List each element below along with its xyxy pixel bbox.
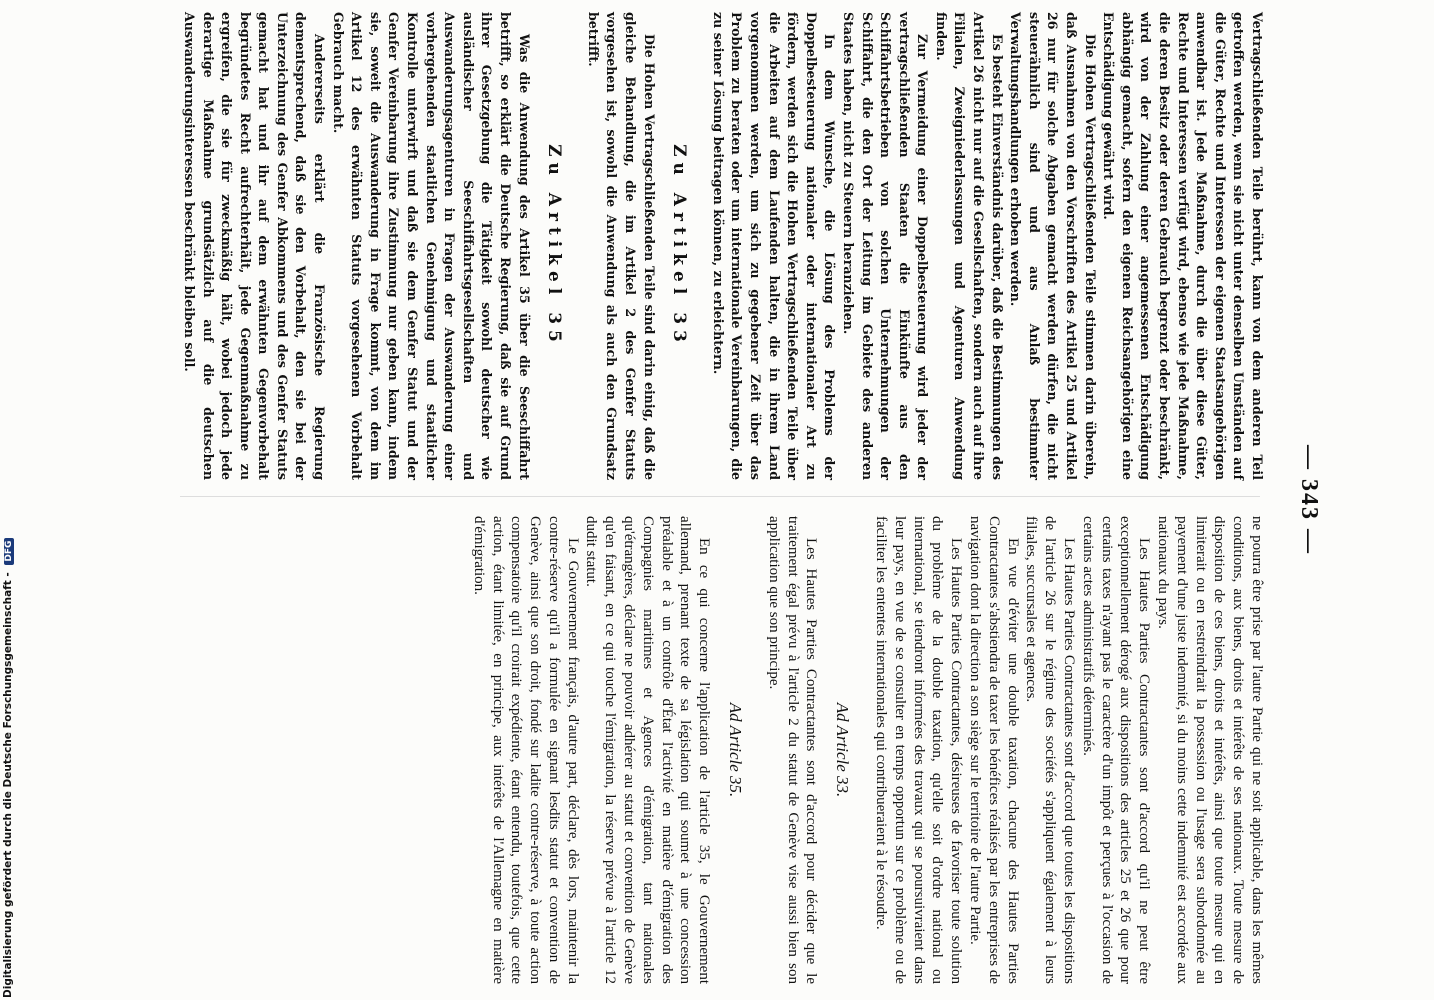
german-column [179, 12, 1266, 480]
french-paragraph: ne pourra être prise par l'autre Partie qui ne soit applicable, dans les mêmes conditions, aux biens, droits et intérêts de ses nationaux. Toute mesure de disposition de ces biens, droits et intérêts, ainsi que toute mesure qui en limiterait ou en restreindrait la possession ou l'usage sera subordonnée au payement d'une juste indemnité, si du moins cette indemnité est accordée aux nationaux du pays. [1155, 516, 1265, 984]
column-divider [180, 496, 1260, 497]
french-column [469, 516, 1266, 984]
german-paragraph: Die Hohen Vertragschließenden Teile sind darin einig, daß die gleiche Behandlung, die im Artikel 2 des Genfer Statuts vorgesehen ist, sowohl die Anwendung als auch den Grundsatz betrifft. [585, 12, 657, 480]
french-paragraph: Les Hautes Parties Contractantes, désireuses de favoriser toute solution du problème de la double taxation, qu'elle soit d'ordre national ou international, se tiendront informées des travaux qui se poursuivraient dans leur pays, en vue de se consulter en temps opportun sur ce problème ou de faciliter les ententes internationales qui contribueraient à le résoudre. [873, 516, 965, 984]
french-heading-article-35: Ad Article 35. [726, 702, 746, 798]
french-paragraph: En ce qui concerne l'application de l'article 35, le Gouvernement allemand, prenant texte de sa législation qui soumet à une concession préalable et à un contrôle d'État l'activité en matière d'émigration des Compagnies maritimes et Agences d'émigration, tant nationales qu'étrangères, déclare ne pouvoir adhérer au statut et convention de Genève qu'en faisant, en ce qui touche l'émigration, la réserve prévue à l'article 12 dudit statut. [583, 516, 713, 984]
digitization-credit-text: Digitalisierung gefördert durch die Deutsche Forschungsgemeinschaft - [2, 572, 14, 998]
rotated-document-page [150, 0, 1330, 1000]
page-number: — 343 — [1296, 445, 1322, 555]
french-paragraph: Les Hautes Parties Contractantes sont d'accord que toutes les dispositions de l'article 26 sur le régime des sociétés s'appliquent également à leurs filiales, succursales et agences. [1023, 516, 1078, 984]
german-paragraph: Was die Anwendung des Artikel 35 über die Seeschiffahrt betrifft, so erklärt die Deutsche Regierung, daß sie auf Grund ihrer Gesetzgebung die Tätigkeit sowohl deutscher wie ausländischer Seeschiffahrtsgesellschaften und Auswanderungsagenturen in Fragen der Auswanderung einer vorhergehenden staatlichen Genehmigung und staatlicher Kontrolle unterwirft und daß sie dem Genfer Statut und der Genfer Vereinbarung ihre Zustimmung nur geben kann, indem sie, soweit die Auswanderung in Frage kommt, von dem im Artikel 12 des erwähnten Statuts vorgesehenen Vorbehalt Gebrauch macht. [330, 12, 532, 480]
french-paragraph: En vue d'éviter une double taxation, chacune des Hautes Parties Contractantes s'abstiendra de taxer les bénéfices réalisés par les entreprises de navigation dont la direction a son siège sur le territoire de l'autre Partie. [967, 516, 1021, 984]
dfg-logo-icon: DFG [4, 538, 14, 565]
german-paragraph: Es besteht Einverständnis darüber, daß die Bestimmungen des Artikel 26 nicht nur auf die Gesellschaften, sondern auch auf ihre Filialen, Zweigniederlassungen und Agenturen Anwendung finden. [933, 12, 1005, 480]
digitization-credit [2, 540, 22, 998]
german-paragraph: Andererseits erklärt die Französische Regierung dementsprechend, daß sie den Vorbehalt, den sie bei der Unterzeichnung des Genfer Abkommens und des Genfer Statuts gemacht hat und ihr auf dem erwähnten Gegenvorbehalt begründetes Recht aufrechterhält, jede Gegenmaßnahme zu ergreifen, die sie für zweckmäßig hält, wobei jedoch jede derartige Maßnahme grundsätzlich auf die deutschen Auswanderungsinteressen beschränkt bleiben soll. [181, 12, 328, 480]
german-paragraph: Zur Vermeidung einer Doppelbesteuerung wird jeder der vertragschließenden Staaten die Einkünfte aus den Schiffahrtsbetrieben von solchen Unternehmungen der Schiffahrt, die den Ort der Leitung im Gebiete des anderen Staates haben, nicht zu Steuern heranziehen. [840, 12, 931, 480]
german-paragraph: In dem Wunsche, die Lösung des Problems der Doppelbesteuerung nationaler oder internationaler Art zu fördern, werden sich die Hohen Vertragschließenden Teile über die Arbeiten auf dem Laufenden halten, die in ihrem Land vorgenommen werden, um sich zu gegebener Zeit über das Problem zu beraten oder um internationale Vereinbarungen, die zu seiner Lösung beitragen können, zu erleichtern. [710, 12, 838, 480]
german-heading-article-35: Zu Artikel 35 [544, 144, 565, 348]
german-heading-article-33: Zu Artikel 33 [669, 144, 690, 348]
french-paragraph: Les Hautes Parties Contractantes sont d'accord qu'il ne peut être exceptionnellement dérogé aux dispositions des articles 25 et 26 que pour certains taxes n'ayant pas le caractère d'un impôt et perçues à l'occasion de certains actes administratifs déterminés. [1079, 516, 1153, 984]
german-paragraph: Vertragschließenden Teile berührt, kann von dem anderen Teil getroffen werden, wenn sie nicht unter denselben Umständen auf die Güter, Rechte und Interessen der eigenen Staatsangehörigen anwendbar ist. Jede Maßnahme, durch die über diese Güter, Rechte und Interessen verfügt wird, ebenso wie jede Maßnahme, die deren Besitz oder deren Gebrauch begrenzt oder beschränkt, wird von der Zahlung einer angemessenen Entschädigung abhängig gemacht, sofern den eigenen Reichsangehörigen eine Entschädigung gewährt wird. [1101, 12, 1265, 480]
french-paragraph: Le Gouvernement français, d'autre part, déclare, dès lors, maintenir la contre-réserve qu'il a formulée en signant lesdits statut et convention de Genève, ainsi que son droit, fondé sur ladite contre-réserve, à toute action compensatoire qu'il croirait expédiente, étant entendu, toutefois, que cette action, étant limitée, en principe, aux intérêts de l'Allemagne en matière d'émigration. [470, 516, 581, 984]
french-paragraph: Les Hautes Parties Contractantes sont d'accord pour décider que le traitement égal prévu à l'article 2 du statut de Genève vise aussi bien son application que son principe. [765, 516, 820, 984]
french-heading-article-33: Ad Article 33. [833, 702, 853, 798]
german-paragraph: Die Hohen Vertragschließenden Teile stimmen darin überein, daß Ausnahmen von den Vorschriften des Artikel 25 und Artikel 26 nur für solche Abgaben gemacht werden dürfen, die nicht steuerähnlich sind und aus Anlaß bestimmter Verwaltungshandlungen erhoben werden. [1008, 12, 1098, 480]
